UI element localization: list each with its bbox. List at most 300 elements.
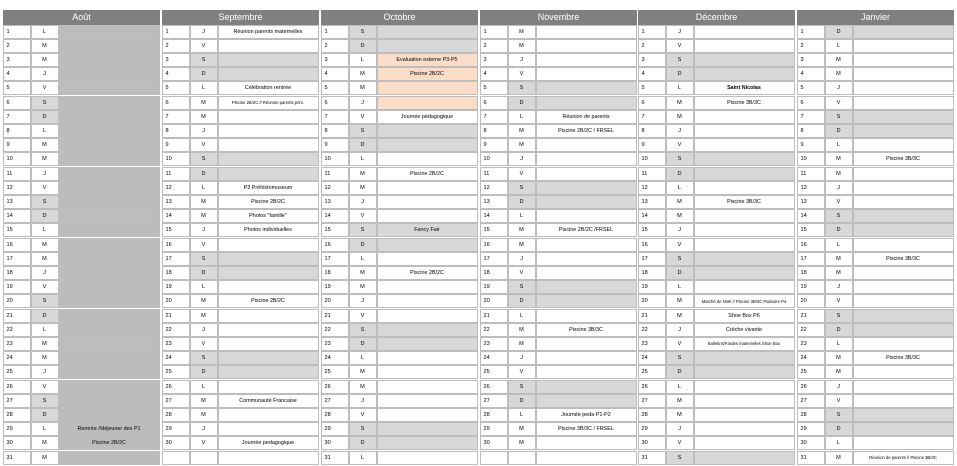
- day-event: [694, 394, 795, 408]
- day-letter: M: [825, 152, 853, 166]
- day-event: Communauté Francaise: [218, 394, 319, 408]
- day-number: 11: [797, 167, 825, 181]
- day-letter: M: [31, 351, 59, 365]
- day-letter: S: [31, 195, 59, 209]
- day-event: Réunion de parents: [536, 110, 637, 124]
- day-event: Piscine 2B/2C /FRSEL: [536, 223, 637, 237]
- day-event: [694, 39, 795, 53]
- day-number: 20: [480, 294, 508, 308]
- day-number: 13: [480, 195, 508, 209]
- day-number: 11: [162, 167, 190, 181]
- day-letter: S: [666, 53, 694, 67]
- day-event: [694, 138, 795, 152]
- day-event: [59, 181, 160, 195]
- day-number: 15: [321, 223, 349, 237]
- day-event: [218, 266, 319, 280]
- day-number: 11: [3, 167, 31, 181]
- day-letter: L: [508, 408, 536, 422]
- day-event: [59, 53, 160, 67]
- day-number: 19: [797, 280, 825, 294]
- day-number: 11: [321, 167, 349, 181]
- day-number: 3: [797, 53, 825, 67]
- day-number: 4: [480, 67, 508, 81]
- day-number: 7: [480, 110, 508, 124]
- day-letter: M: [349, 266, 377, 280]
- day-event: [853, 394, 954, 408]
- day-event: [853, 223, 954, 237]
- day-number: 22: [162, 323, 190, 337]
- day-letter: M: [31, 252, 59, 266]
- day-event: [218, 124, 319, 138]
- day-event: [536, 195, 637, 209]
- day-number: 3: [638, 53, 666, 67]
- day-event: [694, 365, 795, 379]
- day-letter: M: [31, 451, 59, 465]
- day-number: 8: [162, 124, 190, 138]
- day-event: [59, 380, 160, 394]
- day-number: 3: [162, 53, 190, 67]
- day-letter: S: [349, 323, 377, 337]
- day-event: [694, 252, 795, 266]
- day-number: 29: [3, 422, 31, 436]
- day-number: 23: [3, 337, 31, 351]
- day-letter: M: [825, 365, 853, 379]
- day-event: [377, 394, 478, 408]
- day-letter: D: [666, 67, 694, 81]
- day-number: 12: [162, 181, 190, 195]
- day-letter: D: [349, 337, 377, 351]
- day-event: [536, 238, 637, 252]
- day-event: [853, 422, 954, 436]
- day-letter: L: [666, 81, 694, 95]
- day-letter: [190, 451, 218, 465]
- day-letter: M: [349, 167, 377, 181]
- day-event: [59, 238, 160, 252]
- day-letter: S: [508, 181, 536, 195]
- day-number: [480, 451, 508, 465]
- day-number: 29: [797, 422, 825, 436]
- day-event: [853, 365, 954, 379]
- day-event: [694, 238, 795, 252]
- day-letter: M: [190, 110, 218, 124]
- day-number: 16: [797, 238, 825, 252]
- day-letter: J: [825, 181, 853, 195]
- day-letter: D: [508, 96, 536, 110]
- day-event: [694, 67, 795, 81]
- day-number: 24: [797, 351, 825, 365]
- day-event: [59, 394, 160, 408]
- day-number: 24: [321, 351, 349, 365]
- day-number: 12: [480, 181, 508, 195]
- day-number: 23: [638, 337, 666, 351]
- day-number: 26: [480, 380, 508, 394]
- day-letter: S: [825, 408, 853, 422]
- day-number: 14: [162, 209, 190, 223]
- day-event: [536, 280, 637, 294]
- day-number: 17: [638, 252, 666, 266]
- day-number: 21: [480, 309, 508, 323]
- day-event: [218, 351, 319, 365]
- day-event: [853, 380, 954, 394]
- day-number: 17: [3, 252, 31, 266]
- day-letter: L: [666, 280, 694, 294]
- day-number: 30: [480, 436, 508, 450]
- day-number: 1: [480, 25, 508, 39]
- day-letter: V: [190, 238, 218, 252]
- day-event: [694, 422, 795, 436]
- day-number: 19: [638, 280, 666, 294]
- day-letter: M: [825, 451, 853, 465]
- day-event: [218, 309, 319, 323]
- day-letter: S: [825, 110, 853, 124]
- day-letter: V: [31, 380, 59, 394]
- day-letter: M: [190, 394, 218, 408]
- day-letter: V: [349, 209, 377, 223]
- day-event: [853, 408, 954, 422]
- day-number: 4: [797, 67, 825, 81]
- day-event: [377, 380, 478, 394]
- day-letter: V: [31, 280, 59, 294]
- day-event: [536, 365, 637, 379]
- day-number: 12: [321, 181, 349, 195]
- day-event: [853, 323, 954, 337]
- day-event: [377, 209, 478, 223]
- day-letter: D: [349, 436, 377, 450]
- day-number: 20: [797, 294, 825, 308]
- day-letter: M: [31, 337, 59, 351]
- day-event: [218, 67, 319, 81]
- day-letter: M: [31, 238, 59, 252]
- day-number: 7: [797, 110, 825, 124]
- day-number: 23: [162, 337, 190, 351]
- day-number: 19: [480, 280, 508, 294]
- day-letter: M: [508, 422, 536, 436]
- day-number: 23: [480, 337, 508, 351]
- day-letter: M: [508, 436, 536, 450]
- day-letter: L: [825, 337, 853, 351]
- day-letter: M: [349, 365, 377, 379]
- day-number: [162, 451, 190, 465]
- day-event: [853, 181, 954, 195]
- day-number: 6: [480, 96, 508, 110]
- day-number: 1: [3, 25, 31, 39]
- day-event: [536, 152, 637, 166]
- day-letter: M: [825, 53, 853, 67]
- day-number: 24: [162, 351, 190, 365]
- day-event: [853, 138, 954, 152]
- day-event: [59, 124, 160, 138]
- day-letter: J: [349, 294, 377, 308]
- day-letter: J: [508, 152, 536, 166]
- day-number: 2: [321, 39, 349, 53]
- day-event: [536, 81, 637, 95]
- day-number: 5: [162, 81, 190, 95]
- day-number: 18: [480, 266, 508, 280]
- day-event: [218, 280, 319, 294]
- day-event: [536, 25, 637, 39]
- day-letter: V: [666, 238, 694, 252]
- day-letter: L: [31, 422, 59, 436]
- day-event: [694, 436, 795, 450]
- day-number: 13: [638, 195, 666, 209]
- day-event: Journée peda P1-P2: [536, 408, 637, 422]
- day-letter: M: [31, 152, 59, 166]
- day-letter: J: [190, 124, 218, 138]
- day-number: 6: [162, 96, 190, 110]
- day-letter: V: [825, 294, 853, 308]
- day-number: 4: [3, 67, 31, 81]
- day-number: 25: [797, 365, 825, 379]
- day-event: [536, 266, 637, 280]
- day-event: [59, 39, 160, 53]
- month-header: Octobre: [321, 10, 478, 25]
- day-event: [377, 138, 478, 152]
- day-number: 24: [480, 351, 508, 365]
- day-letter: M: [349, 67, 377, 81]
- day-number: 26: [797, 380, 825, 394]
- day-event: [377, 39, 478, 53]
- day-letter: L: [349, 351, 377, 365]
- day-letter: L: [349, 53, 377, 67]
- day-letter: S: [825, 209, 853, 223]
- day-letter: J: [349, 394, 377, 408]
- day-letter: V: [508, 365, 536, 379]
- day-event: [536, 67, 637, 81]
- day-letter: V: [349, 110, 377, 124]
- day-event: [853, 238, 954, 252]
- day-event: Réunion de parents // Piscine 3B/3C: [853, 451, 954, 465]
- day-number: 18: [638, 266, 666, 280]
- day-number: 20: [321, 294, 349, 308]
- day-letter: J: [666, 323, 694, 337]
- day-event: [59, 365, 160, 379]
- day-number: 5: [480, 81, 508, 95]
- day-event: [377, 252, 478, 266]
- day-event: Saint Nicolas: [694, 81, 795, 95]
- day-letter: D: [190, 167, 218, 181]
- day-number: 21: [162, 309, 190, 323]
- day-event: [59, 451, 160, 465]
- day-event: [59, 323, 160, 337]
- day-letter: M: [190, 209, 218, 223]
- day-number: 9: [638, 138, 666, 152]
- day-event: [694, 266, 795, 280]
- day-number: 1: [638, 25, 666, 39]
- day-number: 10: [321, 152, 349, 166]
- day-number: 25: [638, 365, 666, 379]
- day-letter: M: [31, 39, 59, 53]
- day-number: 31: [638, 451, 666, 465]
- day-number: 3: [3, 53, 31, 67]
- day-letter: D: [31, 408, 59, 422]
- day-number: 10: [3, 152, 31, 166]
- day-letter: V: [190, 337, 218, 351]
- day-event: [377, 124, 478, 138]
- day-event: [536, 451, 637, 465]
- day-event: Piscine 3B/3C: [536, 323, 637, 337]
- day-event: Journée pédagogique: [377, 110, 478, 124]
- day-number: 9: [3, 138, 31, 152]
- day-letter: S: [349, 25, 377, 39]
- day-number: 7: [3, 110, 31, 124]
- day-letter: S: [349, 422, 377, 436]
- day-event: [218, 252, 319, 266]
- day-letter: S: [825, 309, 853, 323]
- day-letter: D: [825, 422, 853, 436]
- day-event: Photos individuelles: [218, 223, 319, 237]
- day-event: [218, 451, 319, 465]
- day-number: 9: [480, 138, 508, 152]
- day-event: [536, 380, 637, 394]
- day-letter: V: [31, 81, 59, 95]
- day-event: Crèche vivante: [694, 323, 795, 337]
- day-number: 13: [797, 195, 825, 209]
- day-number: 15: [638, 223, 666, 237]
- day-event: [59, 96, 160, 110]
- day-number: 6: [321, 96, 349, 110]
- day-number: 15: [480, 223, 508, 237]
- day-letter: L: [31, 124, 59, 138]
- day-number: 22: [480, 323, 508, 337]
- day-number: 13: [321, 195, 349, 209]
- day-number: 17: [321, 252, 349, 266]
- day-number: 21: [638, 309, 666, 323]
- day-letter: D: [666, 266, 694, 280]
- day-event: [218, 365, 319, 379]
- day-event: [59, 337, 160, 351]
- day-number: 2: [638, 39, 666, 53]
- day-number: 15: [3, 223, 31, 237]
- day-event: [218, 408, 319, 422]
- day-letter: V: [825, 195, 853, 209]
- day-number: 8: [797, 124, 825, 138]
- day-event: Piscine 3B/3C: [694, 195, 795, 209]
- day-event: Piscine 2B/2C: [218, 195, 319, 209]
- day-letter: S: [666, 351, 694, 365]
- day-event: [377, 337, 478, 351]
- day-event: [853, 110, 954, 124]
- day-number: 17: [480, 252, 508, 266]
- day-number: 30: [797, 436, 825, 450]
- day-number: 29: [480, 422, 508, 436]
- day-event: [694, 25, 795, 39]
- day-number: 14: [321, 209, 349, 223]
- day-letter: J: [666, 25, 694, 39]
- day-number: 19: [162, 280, 190, 294]
- day-number: 24: [3, 351, 31, 365]
- day-number: 26: [638, 380, 666, 394]
- day-letter: V: [190, 436, 218, 450]
- day-letter: M: [508, 323, 536, 337]
- day-event: [59, 309, 160, 323]
- day-number: 5: [321, 81, 349, 95]
- day-event: Piscine 2B/2C // Réunion parents prim.: [218, 96, 319, 110]
- day-number: 30: [3, 436, 31, 450]
- day-letter: M: [666, 110, 694, 124]
- day-event: [377, 323, 478, 337]
- day-number: 22: [321, 323, 349, 337]
- day-letter: M: [190, 294, 218, 308]
- day-number: 27: [797, 394, 825, 408]
- day-number: 28: [3, 408, 31, 422]
- day-letter: V: [190, 138, 218, 152]
- day-event: [377, 351, 478, 365]
- day-letter: M: [666, 394, 694, 408]
- day-number: 8: [480, 124, 508, 138]
- day-number: 5: [797, 81, 825, 95]
- day-event: [694, 351, 795, 365]
- day-number: 27: [638, 394, 666, 408]
- day-event: [536, 351, 637, 365]
- day-event: [218, 422, 319, 436]
- day-event: Piscine 3B/3C / FRSEL: [536, 422, 637, 436]
- day-letter: M: [666, 96, 694, 110]
- day-letter: L: [825, 138, 853, 152]
- day-event: [218, 323, 319, 337]
- day-number: 21: [3, 309, 31, 323]
- day-number: 10: [162, 152, 190, 166]
- day-letter: S: [190, 53, 218, 67]
- day-letter: J: [825, 81, 853, 95]
- day-event: Shoe Box P6: [694, 309, 795, 323]
- day-number: 26: [321, 380, 349, 394]
- day-letter: S: [508, 380, 536, 394]
- day-number: 6: [797, 96, 825, 110]
- day-number: 31: [321, 451, 349, 465]
- day-event: [377, 294, 478, 308]
- day-letter: V: [825, 96, 853, 110]
- day-event: [536, 53, 637, 67]
- day-letter: D: [190, 67, 218, 81]
- day-number: 16: [321, 238, 349, 252]
- day-letter: S: [666, 152, 694, 166]
- day-letter: J: [825, 380, 853, 394]
- day-number: 16: [638, 238, 666, 252]
- day-letter: M: [508, 39, 536, 53]
- day-event: Piscine 2B/2C: [377, 167, 478, 181]
- day-number: 25: [321, 365, 349, 379]
- day-event: [536, 181, 637, 195]
- day-number: 12: [638, 181, 666, 195]
- day-number: 18: [797, 266, 825, 280]
- day-letter: J: [31, 365, 59, 379]
- day-event: P3 Préhistomuseum: [218, 181, 319, 195]
- day-event: [694, 280, 795, 294]
- day-event: [694, 209, 795, 223]
- day-event: [377, 365, 478, 379]
- day-letter: L: [31, 323, 59, 337]
- day-letter: L: [825, 436, 853, 450]
- day-number: 27: [480, 394, 508, 408]
- day-letter: L: [31, 25, 59, 39]
- day-letter: J: [31, 266, 59, 280]
- day-letter: M: [825, 167, 853, 181]
- day-event: [536, 436, 637, 450]
- day-number: 6: [3, 96, 31, 110]
- day-letter: J: [190, 25, 218, 39]
- day-event: [59, 266, 160, 280]
- day-event: [853, 209, 954, 223]
- month-header: Novembre: [480, 10, 637, 25]
- day-number: 7: [321, 110, 349, 124]
- day-event: [59, 152, 160, 166]
- day-event: [694, 152, 795, 166]
- day-event: [853, 436, 954, 450]
- day-letter: J: [508, 351, 536, 365]
- day-letter: M: [31, 436, 59, 450]
- day-event: [59, 67, 160, 81]
- day-letter: M: [666, 309, 694, 323]
